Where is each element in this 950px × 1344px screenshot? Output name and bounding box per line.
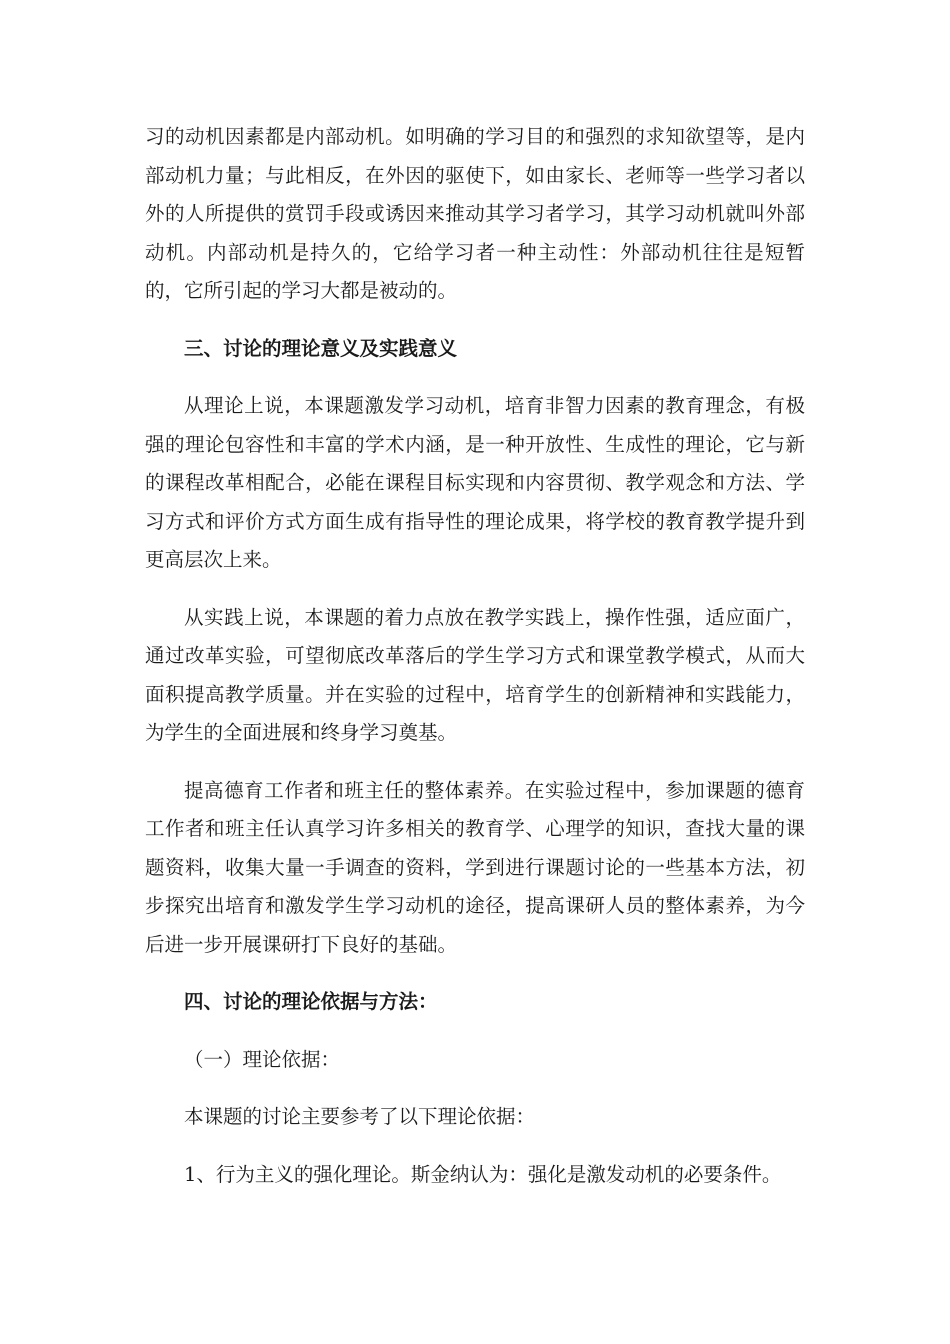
paragraph-intrinsic-motivation: 习的动机因素都是内部动机。如明确的学习目的和强烈的求知欲望等，是内部动机力量；与此相反，在外因的驱使下，如由家长、老师等一些学习者以外的人所提供的赏罚手段或诱因来推动其学习者学习，其学习动机就叫外部动机。内部动机是持久的，它给学习者一种主动性：外部动机往往是短暂的，它所引起的学习大都是被动的。 [145,125,805,302]
subheading-theory-basis: （一）理论依据： [184,1047,341,1071]
section-heading-3: 三、讨论的理论意义及实践意义 [184,336,458,360]
section-heading-4: 四、讨论的理论依据与方法： [184,990,438,1013]
document-page [145,118,805,1213]
list-item-1: 1、行为主义的强化理论。斯金纳认为：强化是激发动机的必要条件。 [184,1162,782,1186]
paragraph-theory: 从理论上说，本课题激发学习动机，培育非智力因素的教育理念，有极强的理论包容性和丰富的学术内涵，是一种开放性、生成性的理论，它与新的课程改革相配合，必能在课程目标实现和内容贯彻、教学观念和方法、学习方式和评价方式方面生成有指导性的理论成果，将学校的教育教学提升到更高层次上来。 [145,394,805,571]
paragraph-theory-intro: 本课题的讨论主要参考了以下理论依据： [184,1105,536,1128]
paragraph-practice: 从实践上说，本课题的着力点放在教学实践上，操作性强，适应面广，通过改革实验，可望彻底改革落后的学生学习方式和课堂教学模式，从而大面积提高教学质量。并在实验的过程中，培育学生的创新精神和实践能力，为学生的全面进展和终身学习奠基。 [145,605,805,744]
paragraph-staff-quality: 提高德育工作者和班主任的整体素养。在实验过程中，参加课题的德育工作者和班主任认真学习许多相关的教育学、心理学的知识，查找大量的课题资料，收集大量一手调查的资料，学到进行课题讨论的一些基本方法，初步探究出培育和激发学生学习动机的途径，提高课研人员的整体素养，为今后进一步开展课研打下良好的基础。 [145,778,805,956]
